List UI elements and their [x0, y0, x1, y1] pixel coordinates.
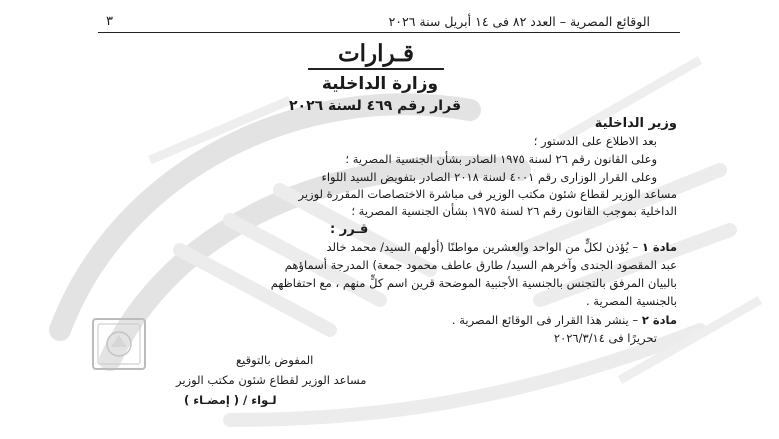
article-1-line: عبد المقصود الجندى وآخرهم السيد/ طارق عاطف محمود جمعة) المدرجة أسماؤهم — [284, 258, 677, 272]
minister-heading: وزير الداخلية — [594, 116, 677, 131]
article-1-text: – يُؤذن لكلٍّ من الواحد والعشرين مواطنًا (أولهم السيد/ محمد خالد — [326, 240, 639, 254]
article-1-line: بالجنسية المصرية . — [586, 294, 677, 308]
decides-heading: قـرر : — [330, 222, 369, 237]
article-2-label: مادة ٢ — [641, 313, 677, 327]
article-2-line — [452, 313, 677, 328]
ministry-stamp-icon — [91, 317, 147, 371]
title-box — [308, 40, 444, 70]
signature-title: مساعد الوزير لقطاع شئون مكتب الوزير — [176, 373, 367, 387]
header-title: الوقائع المصرية – العدد ٨٢ فى ١٤ أبريل سنة ٢٠٢٦ — [388, 14, 650, 29]
page-header — [98, 14, 680, 33]
preamble-line: وعلى القانون رقم ٢٦ لسنة ١٩٧٥ الصادر بشأن الجنسية المصرية ؛ — [345, 152, 657, 166]
article-1-line: بالبيان المرفق بالتجنس بالجنسية الأجنبية الموضحة قرين اسم كلٍّ منهم ، مع احتفاظهم — [270, 276, 677, 290]
page-number: ٣ — [106, 14, 113, 29]
decree-number: قرار رقم ٤٦٩ لسنة ٢٠٢٦ — [289, 98, 461, 114]
issue-date: تحريرًا فى ٢٠٢٦/٣/١٤ — [553, 331, 657, 345]
signature-rank: لـواء / ( إمضـاء ) — [184, 393, 277, 407]
article-2-text: – ينشر هذا القرار فى الوقائع المصرية . — [451, 313, 639, 327]
signature-authority: المفوض بالتوقيع — [236, 353, 314, 367]
article-1-label: مادة ١ — [641, 240, 677, 254]
preamble-line: الداخلية بموجب القانون رقم ٢٦ لسنة ١٩٧٥ بشأن الجنسية المصرية ؛ — [351, 204, 677, 218]
preamble-line: بعد الاطلاع على الدستور ؛ — [533, 134, 657, 148]
preamble-line: مساعد الوزير لقطاع شئون مكتب الوزير فى مباشرة الاختصاصات المقررة لوزير — [298, 187, 677, 201]
preamble-line: وعلى القرار الوزارى رقم ٤٠٠١ لسنة ٢٠١٨ الصادر بتفويض السيد اللواء — [321, 170, 657, 184]
article-1-line — [326, 240, 677, 255]
ministry-name: وزارة الداخلية — [321, 74, 439, 94]
doc-title: قـرارات — [338, 40, 414, 67]
